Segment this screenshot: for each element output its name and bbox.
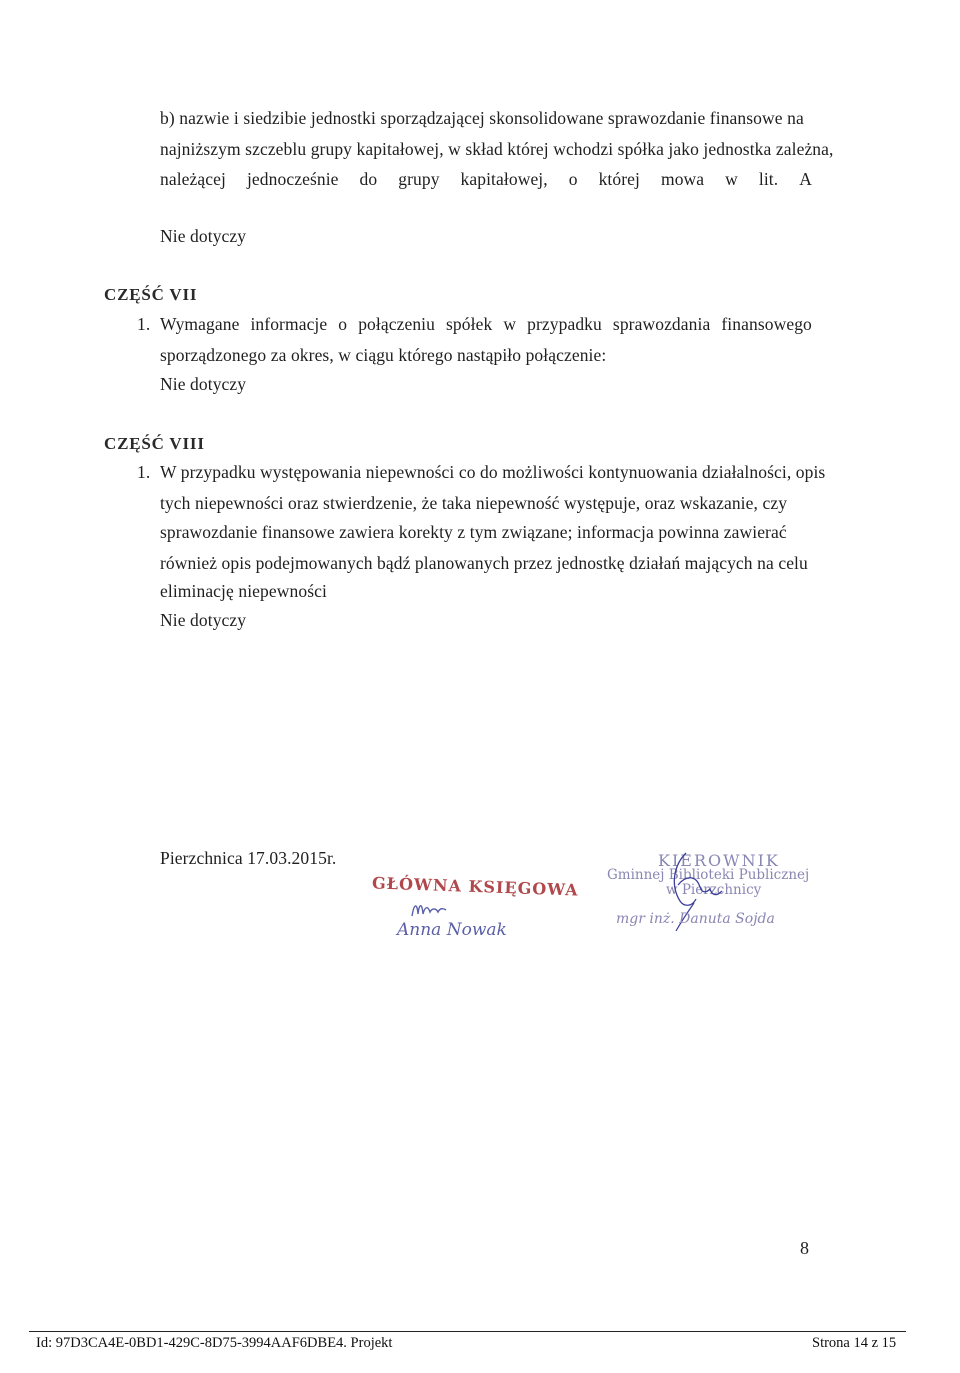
section-b-line-3-word: mowa: [660, 169, 705, 189]
footer-divider: [29, 1331, 906, 1332]
page-number: 8: [800, 1238, 810, 1258]
section-b-answer: Nie dotyczy: [160, 226, 247, 246]
part-viii-line-4: również opis podejmowanych bądź planowanych przez jednostkę działań mających na celu: [160, 553, 808, 573]
part-vii-line-1-word: połączeniu: [358, 314, 435, 334]
manager-stamp-line-2: w Pierzchnicy: [666, 882, 762, 898]
part-vii-line-1-word: finansowego: [721, 314, 812, 334]
section-b-line-3-word: należącej: [160, 169, 226, 189]
part-viii-heading: CZĘŚĆ VIII: [104, 434, 205, 453]
section-b-line-3-word: A: [799, 169, 812, 189]
part-viii-line-3: sprawozdanie finansowe zawiera korekty z tym związane; informacja powinna zawierać: [160, 522, 787, 542]
accountant-stamp-title: GŁÓWNA KSIĘGOWA: [371, 873, 579, 900]
part-vii-line-2: sporządzonego za okres, w ciągu którego nastąpiło połączenie:: [160, 345, 607, 365]
section-b-line-3-word: do: [359, 169, 378, 189]
part-viii-line-2: tych niepewności oraz stwierdzenie, że taka niepewność występuje, oraz wskazanie, czy: [160, 493, 788, 513]
manager-stamp-title: KIEROWNIK: [658, 851, 780, 870]
part-vii-line-1-word: informacje: [250, 314, 328, 334]
part-viii-item-number: 1.: [137, 462, 151, 482]
part-vii-answer: Nie dotyczy: [160, 374, 247, 394]
part-vii-item-number: 1.: [137, 314, 151, 334]
footer-page-indicator: Strona 14 z 15: [812, 1335, 897, 1351]
section-b-line-3: [160, 169, 812, 190]
part-vii-line-1-word: spółek: [446, 314, 493, 334]
section-b-line-3-word: w: [725, 169, 738, 189]
section-b-line-3-word: kapitałowej,: [460, 169, 548, 189]
part-viii-line-5: eliminację niepewności: [160, 581, 327, 601]
part-vii-line-1-word: sprawozdania: [612, 314, 711, 334]
accountant-stamp-signature: Anna Nowak: [397, 920, 507, 940]
part-vii-line-1-word: przypadku: [527, 314, 602, 334]
manager-stamp-line-1: Gminnej Biblioteki Publicznej: [607, 867, 810, 883]
part-vii-line-1-word: w: [503, 314, 517, 334]
section-b-line-2: najniższym szczeblu grupy kapitałowej, w skład której wchodzi spółka jako jednostka zależna,: [160, 139, 834, 159]
section-b-line-1: b) nazwie i siedzibie jednostki sporządzającej skonsolidowane sprawozdanie finansowe na: [160, 108, 804, 128]
manager-stamp-signature: mgr inż. Danuta Sojda: [616, 911, 775, 927]
part-vii-line-1: [160, 314, 812, 335]
part-vii-heading: CZĘŚĆ VII: [104, 285, 198, 304]
place-date: Pierzchnica 17.03.2015r.: [160, 848, 337, 868]
part-viii-answer: Nie dotyczy: [160, 610, 247, 630]
section-b-line-3-word: której: [598, 169, 640, 189]
footer-document-id: Id: 97D3CA4E-0BD1-429C-8D75-3994AAF6DBE4. Projekt: [36, 1335, 393, 1351]
section-b-line-3-word: o: [568, 169, 578, 189]
part-viii-line-1: W przypadku występowania niepewności co do możliwości kontynuowania działalności, opis: [160, 462, 826, 482]
part-vii-line-1-word: Wymagane: [160, 314, 240, 334]
section-b-line-3-word: lit.: [758, 169, 779, 189]
accountant-signature-scribble: [410, 898, 450, 920]
part-vii-line-1-word: o: [338, 314, 348, 334]
section-b-line-3-word: jednocześnie: [246, 169, 339, 189]
section-b-line-3-word: grupy: [398, 169, 440, 189]
